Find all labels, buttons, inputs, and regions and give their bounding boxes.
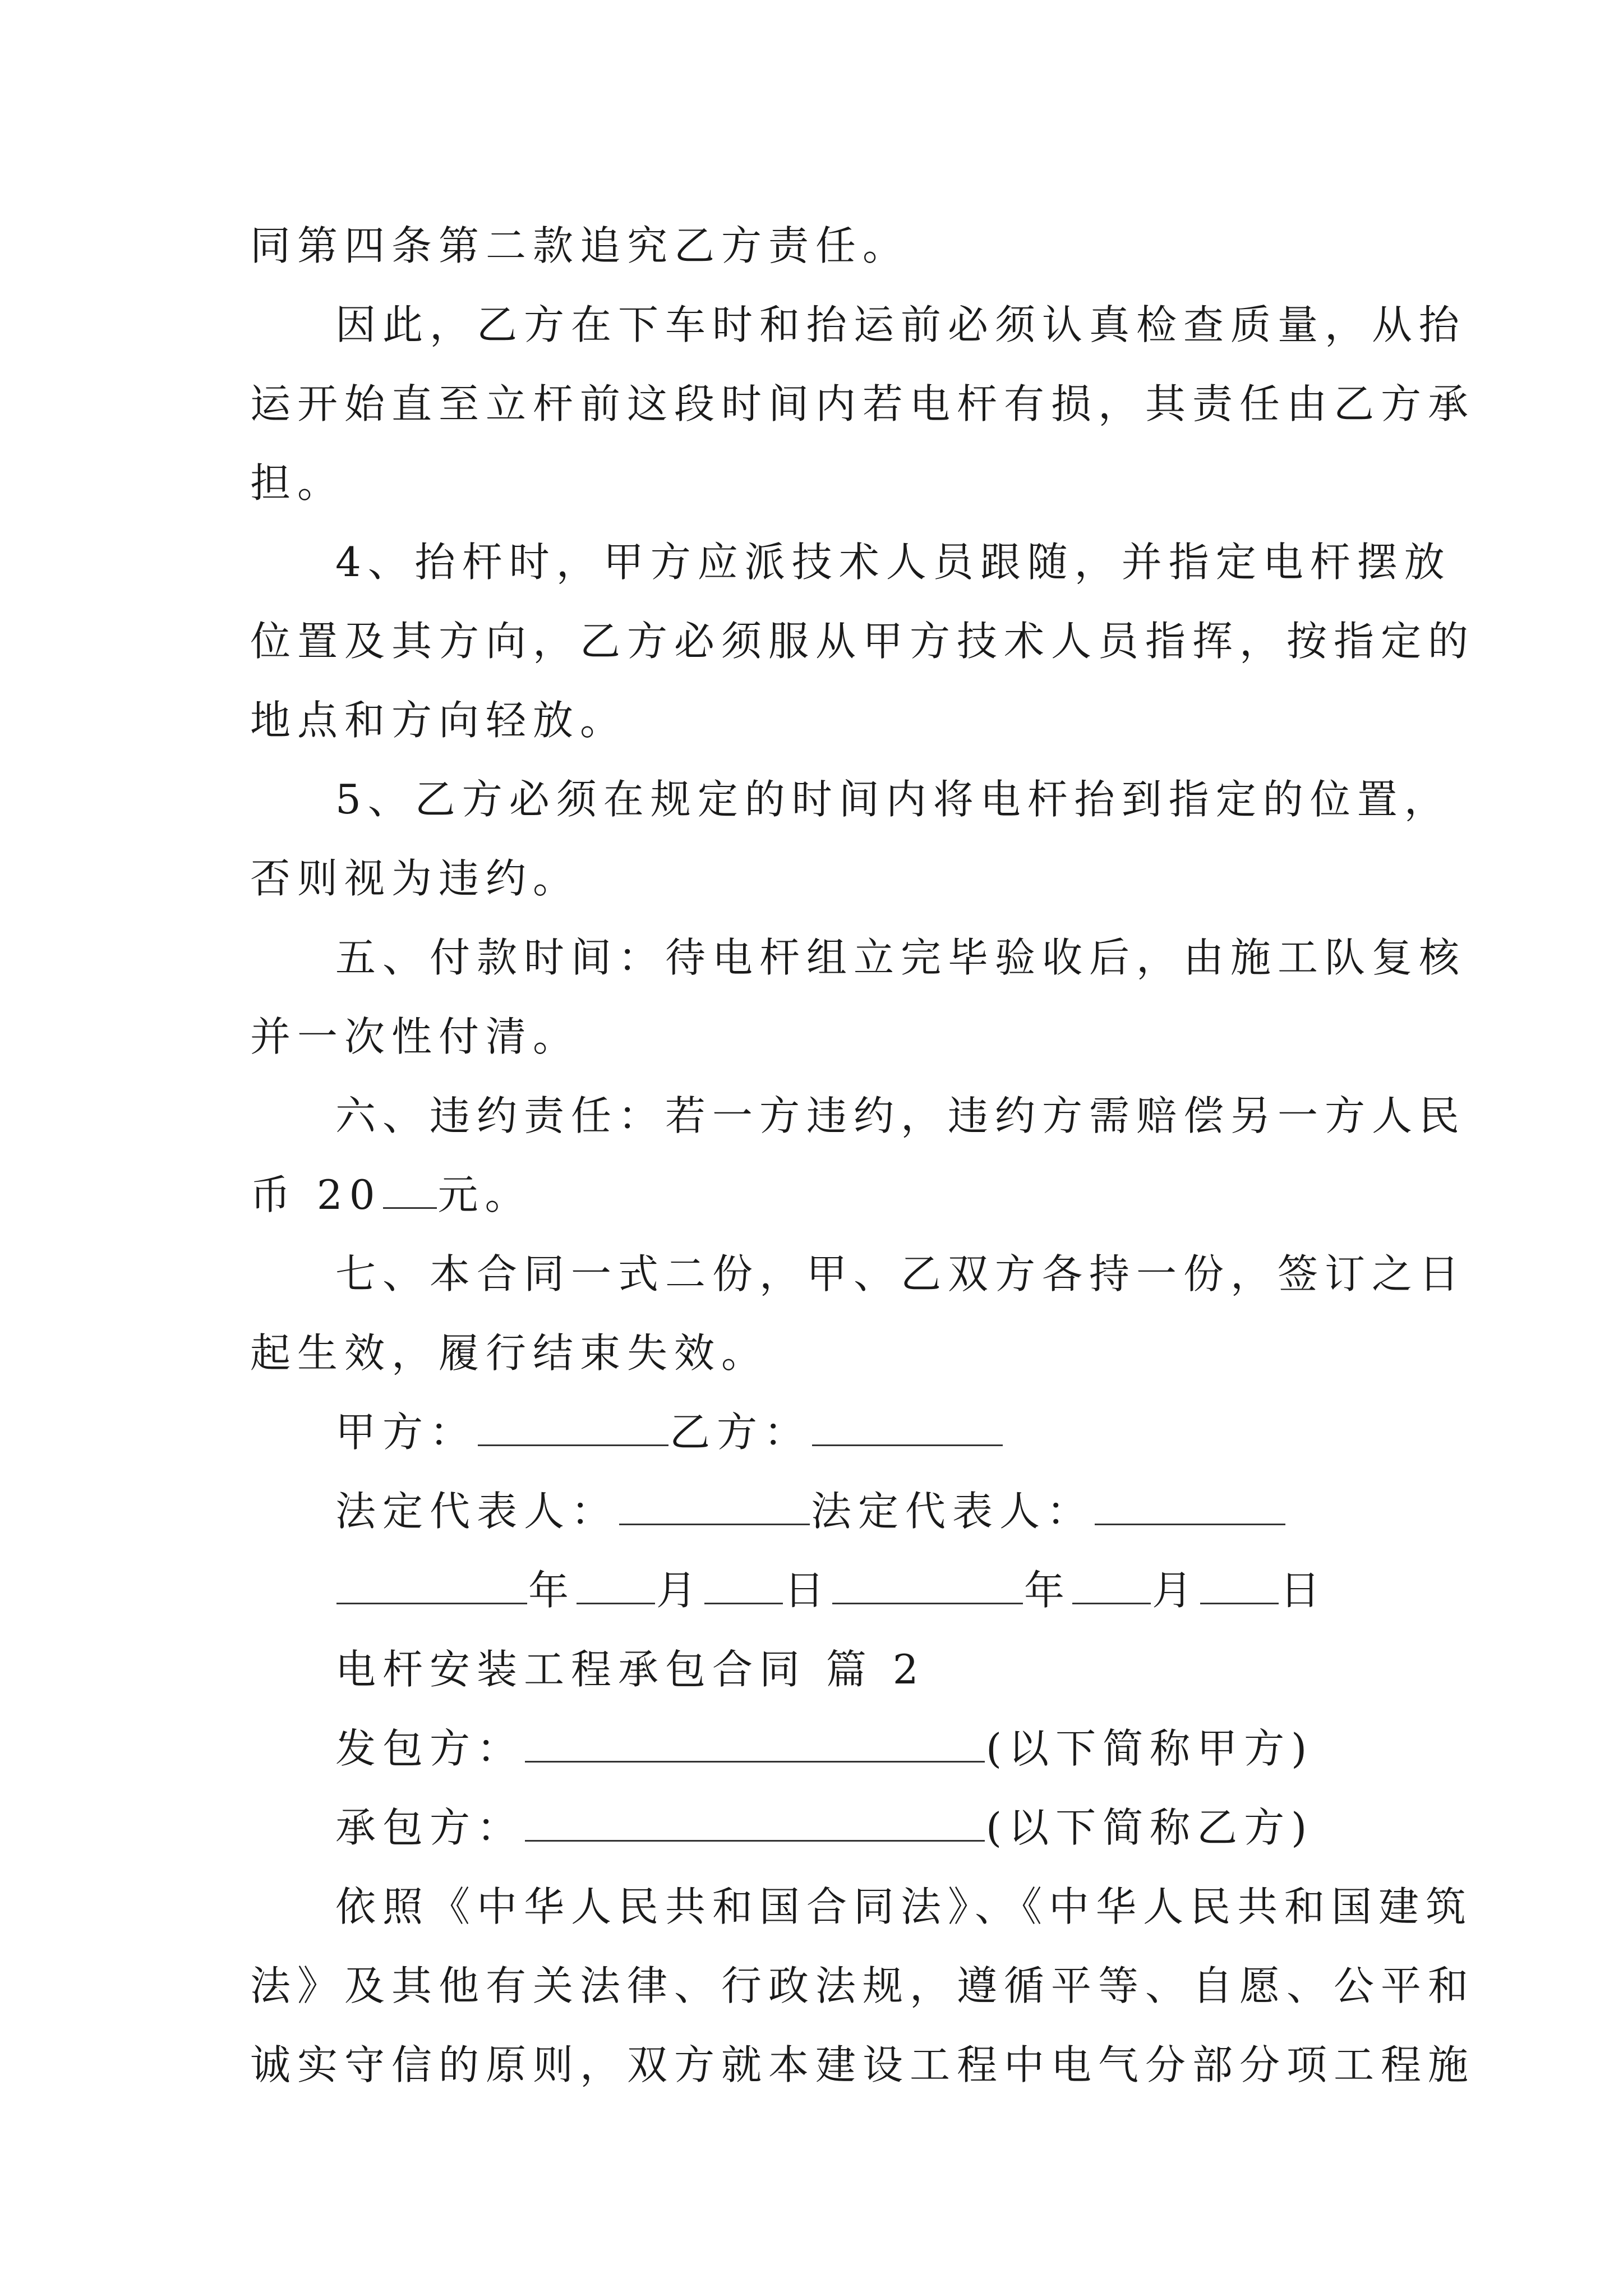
text-line: 因此，乙方在下车时和抬运前必须认真检查质量，从抬 bbox=[335, 301, 1467, 348]
text-line: 运开始直至立杆前这段时间内若电杆有损，其责任由乙方承 bbox=[250, 380, 1476, 427]
legal-rep-a-label: 法定代表人： bbox=[335, 1488, 619, 1535]
party-signature-line bbox=[250, 1393, 1394, 1472]
issuer-blank bbox=[525, 1725, 985, 1763]
month-blank-b bbox=[1072, 1567, 1151, 1604]
year-blank-a bbox=[336, 1567, 527, 1604]
amount-suffix: 元。 bbox=[437, 1171, 532, 1218]
day-label: 日 bbox=[1280, 1567, 1327, 1614]
date-line bbox=[250, 1551, 1394, 1630]
issuer-label: 发包方： bbox=[335, 1725, 524, 1772]
year-label: 年 bbox=[528, 1567, 576, 1614]
text-line: 诚实守信的原则，双方就本建设工程中电气分部分项工程施 bbox=[250, 2041, 1476, 2088]
amount-blank bbox=[383, 1171, 437, 1209]
month-label: 月 bbox=[1152, 1567, 1200, 1614]
text-line: 5、乙方必须在规定的时间内将电杆抬到指定的位置， bbox=[335, 776, 1451, 823]
section-title: 电杆安装工程承包合同 篇 2 bbox=[335, 1646, 925, 1693]
text-line: 法》及其他有关法律、行政法规，遵循平等、自愿、公平和 bbox=[250, 1962, 1476, 2009]
text-line: 七、本合同一式二份，甲、乙双方各持一份，签订之日 bbox=[335, 1250, 1467, 1297]
party-b-blank bbox=[812, 1409, 1003, 1446]
legal-rep-b-label: 法定代表人： bbox=[811, 1488, 1094, 1535]
text-line: 并一次性付清。 bbox=[250, 1013, 580, 1060]
year-label: 年 bbox=[1024, 1567, 1072, 1614]
text-line: 位置及其方向，乙方必须服从甲方技术人员指挥，按指定的 bbox=[250, 618, 1476, 665]
party-a-blank bbox=[478, 1409, 668, 1446]
day-blank-b bbox=[1200, 1567, 1279, 1604]
issuer-note: (以下简称甲方) bbox=[986, 1725, 1314, 1772]
month-blank-a bbox=[577, 1567, 655, 1604]
document-body bbox=[250, 206, 1476, 2105]
text-line: 起生效，履行结束失效。 bbox=[250, 1329, 769, 1377]
legal-rep-a-blank bbox=[619, 1488, 810, 1525]
text-line: 担。 bbox=[250, 459, 345, 507]
text-line: 地点和方向轻放。 bbox=[250, 697, 628, 744]
text-line: 同第四条第二款追究乙方责任。 bbox=[250, 222, 910, 269]
legal-rep-b-blank bbox=[1095, 1488, 1285, 1525]
text-line: 4、抬杆时，甲方应派技术人员跟随，并指定电杆摆放 bbox=[335, 539, 1451, 586]
month-label: 月 bbox=[656, 1567, 704, 1614]
day-label: 日 bbox=[784, 1567, 832, 1614]
text-line: 否则视为违约。 bbox=[250, 855, 580, 902]
text-line: 六、违约责任：若一方违约，违约方需赔偿另一方人民 bbox=[335, 1092, 1467, 1139]
issuer-line bbox=[250, 1709, 1394, 1788]
text-line: 依照《中华人民共和国合同法》、《中华人民共和国建筑 bbox=[335, 1883, 1473, 1930]
amount-line bbox=[250, 1156, 1394, 1235]
contractor-blank bbox=[525, 1804, 985, 1842]
amount-prefix: 币 20 bbox=[250, 1171, 382, 1218]
day-blank-a bbox=[704, 1567, 783, 1604]
party-b-label: 乙方： bbox=[670, 1409, 811, 1456]
contractor-line bbox=[250, 1788, 1394, 1867]
legal-rep-line bbox=[250, 1472, 1394, 1551]
text-line: 五、付款时间：待电杆组立完毕验收后，由施工队复核 bbox=[335, 934, 1467, 981]
party-a-label: 甲方： bbox=[335, 1409, 477, 1456]
contractor-label: 承包方： bbox=[335, 1804, 524, 1851]
year-blank-b bbox=[832, 1567, 1023, 1604]
contractor-note: (以下简称乙方) bbox=[986, 1804, 1314, 1851]
